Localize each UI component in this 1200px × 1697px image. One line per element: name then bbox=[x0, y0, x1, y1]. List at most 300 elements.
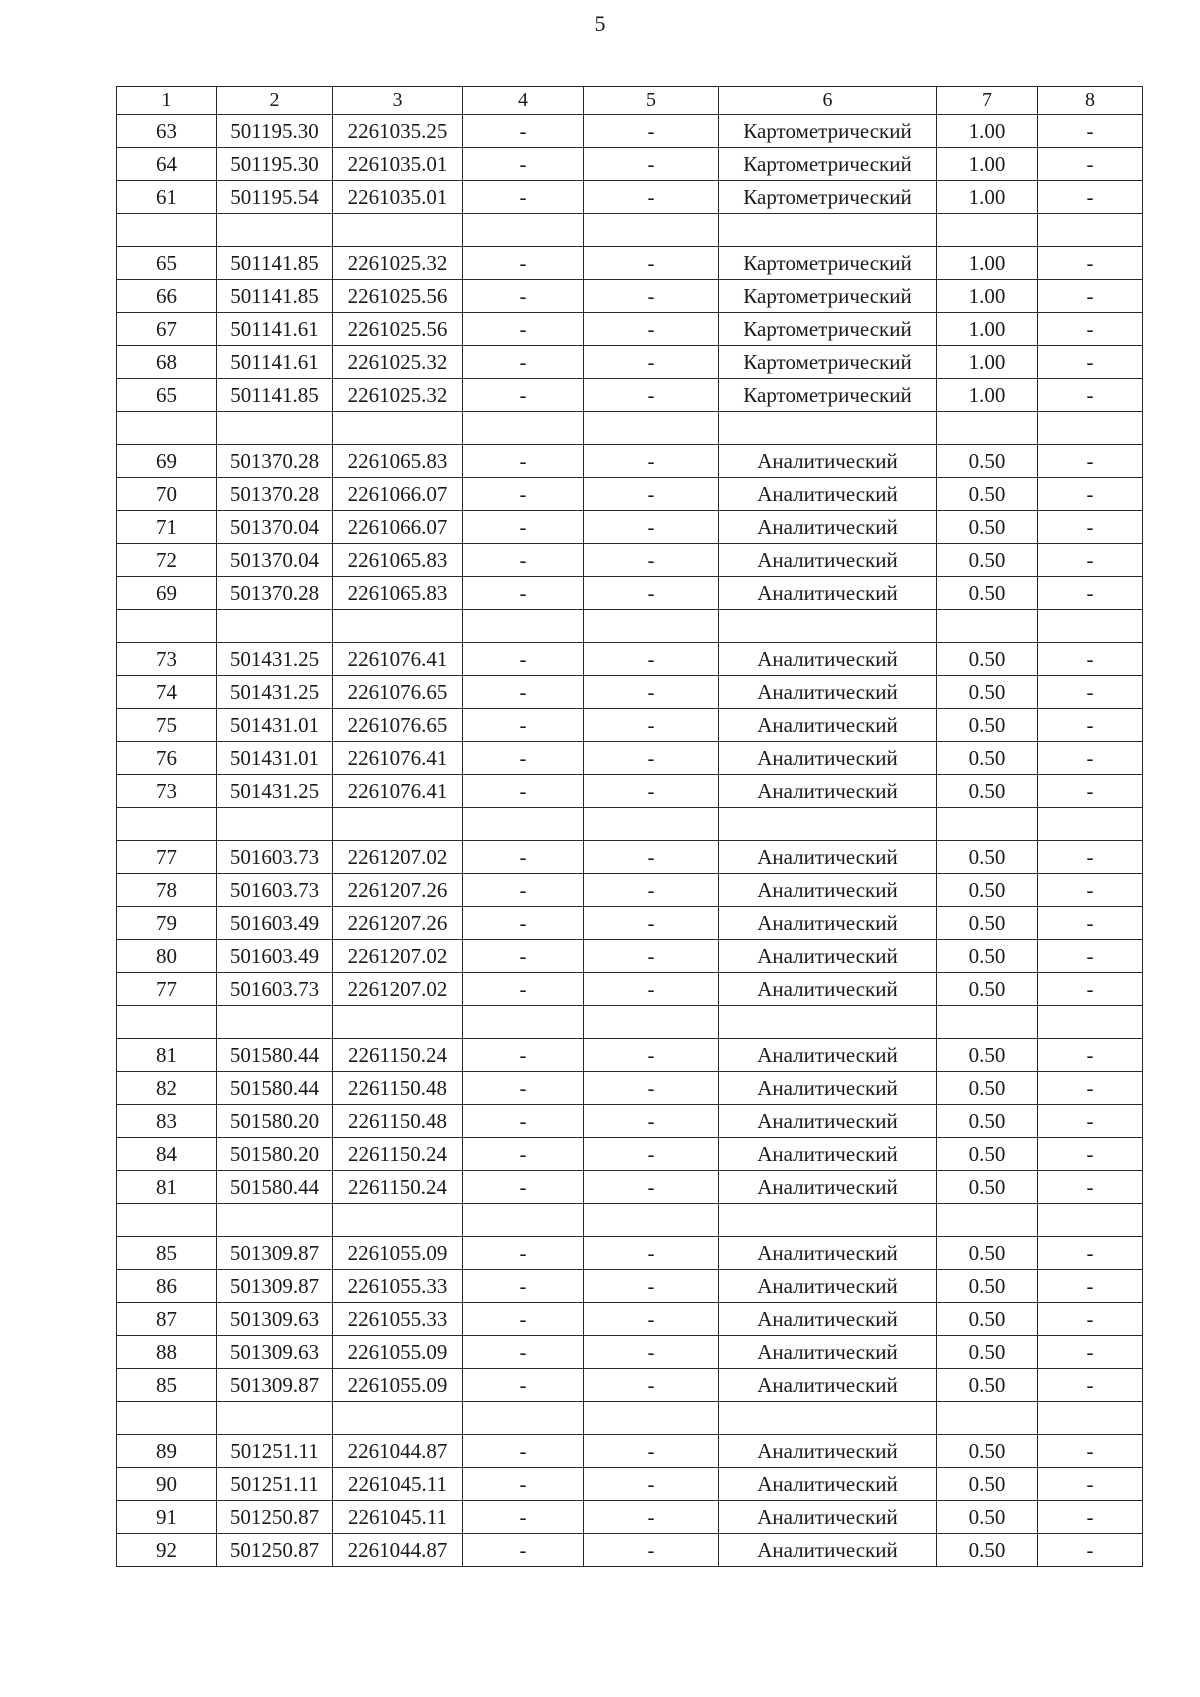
col8-cell: - bbox=[1038, 775, 1143, 808]
col8-cell: - bbox=[1038, 1039, 1143, 1072]
accuracy-cell bbox=[937, 1006, 1038, 1039]
col8-cell: - bbox=[1038, 181, 1143, 214]
col4-cell: - bbox=[463, 1039, 584, 1072]
col5-cell: - bbox=[584, 544, 719, 577]
accuracy-cell: 0.50 bbox=[937, 1039, 1038, 1072]
accuracy-cell: 0.50 bbox=[937, 1534, 1038, 1567]
col4-cell: - bbox=[463, 181, 584, 214]
point-number-cell: 81 bbox=[117, 1171, 217, 1204]
point-number-cell: 64 bbox=[117, 148, 217, 181]
y-coordinate-cell: 2261150.48 bbox=[333, 1072, 463, 1105]
table-row bbox=[117, 1270, 1143, 1303]
accuracy-cell bbox=[937, 808, 1038, 841]
table-row bbox=[117, 1336, 1143, 1369]
col4-cell bbox=[463, 214, 584, 247]
y-coordinate-cell: 2261066.07 bbox=[333, 511, 463, 544]
col8-cell bbox=[1038, 214, 1143, 247]
method-cell: Аналитический bbox=[719, 676, 937, 709]
y-coordinate-cell: 2261025.56 bbox=[333, 280, 463, 313]
table-row bbox=[117, 247, 1143, 280]
col8-cell: - bbox=[1038, 379, 1143, 412]
accuracy-cell: 1.00 bbox=[937, 148, 1038, 181]
accuracy-cell: 0.50 bbox=[937, 1237, 1038, 1270]
col4-cell: - bbox=[463, 346, 584, 379]
col8-cell: - bbox=[1038, 1171, 1143, 1204]
col5-cell: - bbox=[584, 742, 719, 775]
col5-cell bbox=[584, 1006, 719, 1039]
y-coordinate-cell: 2261207.02 bbox=[333, 841, 463, 874]
col4-cell: - bbox=[463, 841, 584, 874]
x-coordinate-cell bbox=[217, 1006, 333, 1039]
col5-cell bbox=[584, 1402, 719, 1435]
col5-cell: - bbox=[584, 445, 719, 478]
method-cell: Картометрический bbox=[719, 280, 937, 313]
table-row bbox=[117, 808, 1143, 841]
col5-cell: - bbox=[584, 1303, 719, 1336]
col4-cell: - bbox=[463, 1171, 584, 1204]
col8-cell: - bbox=[1038, 346, 1143, 379]
table-row bbox=[117, 1039, 1143, 1072]
col4-cell: - bbox=[463, 1468, 584, 1501]
col8-cell: - bbox=[1038, 742, 1143, 775]
col5-cell: - bbox=[584, 1336, 719, 1369]
col8-cell: - bbox=[1038, 1501, 1143, 1534]
col4-cell: - bbox=[463, 379, 584, 412]
col8-cell: - bbox=[1038, 940, 1143, 973]
col5-cell bbox=[584, 1204, 719, 1237]
accuracy-cell bbox=[937, 1402, 1038, 1435]
accuracy-cell: 0.50 bbox=[937, 643, 1038, 676]
col5-cell: - bbox=[584, 313, 719, 346]
point-number-cell: 68 bbox=[117, 346, 217, 379]
accuracy-cell: 0.50 bbox=[937, 1435, 1038, 1468]
col8-cell: - bbox=[1038, 1237, 1143, 1270]
point-number-cell: 65 bbox=[117, 247, 217, 280]
point-number-cell: 69 bbox=[117, 445, 217, 478]
col4-cell: - bbox=[463, 511, 584, 544]
x-coordinate-cell bbox=[217, 412, 333, 445]
accuracy-cell: 0.50 bbox=[937, 1171, 1038, 1204]
accuracy-cell: 1.00 bbox=[937, 346, 1038, 379]
method-cell: Аналитический bbox=[719, 445, 937, 478]
y-coordinate-cell: 2261065.83 bbox=[333, 445, 463, 478]
x-coordinate-cell: 501580.20 bbox=[217, 1105, 333, 1138]
point-number-cell: 80 bbox=[117, 940, 217, 973]
accuracy-cell bbox=[937, 214, 1038, 247]
method-cell: Аналитический bbox=[719, 874, 937, 907]
col8-cell: - bbox=[1038, 544, 1143, 577]
table-row bbox=[117, 1369, 1143, 1402]
method-cell: Аналитический bbox=[719, 1336, 937, 1369]
accuracy-cell: 0.50 bbox=[937, 1105, 1038, 1138]
table-header-row bbox=[117, 87, 1143, 115]
x-coordinate-cell bbox=[217, 808, 333, 841]
method-cell: Аналитический bbox=[719, 1501, 937, 1534]
col5-cell bbox=[584, 214, 719, 247]
col5-cell: - bbox=[584, 148, 719, 181]
method-cell: Аналитический bbox=[719, 907, 937, 940]
y-coordinate-cell: 2261150.24 bbox=[333, 1039, 463, 1072]
table-row bbox=[117, 1501, 1143, 1534]
col8-cell: - bbox=[1038, 1369, 1143, 1402]
method-cell: Аналитический bbox=[719, 775, 937, 808]
x-coordinate-cell: 501431.25 bbox=[217, 775, 333, 808]
method-cell: Аналитический bbox=[719, 841, 937, 874]
page-number: 5 bbox=[594, 11, 606, 36]
col8-cell: - bbox=[1038, 1270, 1143, 1303]
col8-cell: - bbox=[1038, 709, 1143, 742]
col4-cell: - bbox=[463, 1303, 584, 1336]
method-cell: Аналитический bbox=[719, 577, 937, 610]
y-coordinate-cell: 2261207.26 bbox=[333, 874, 463, 907]
col5-cell bbox=[584, 610, 719, 643]
col8-cell: - bbox=[1038, 148, 1143, 181]
point-number-cell: 78 bbox=[117, 874, 217, 907]
col8-cell: - bbox=[1038, 676, 1143, 709]
y-coordinate-cell: 2261055.09 bbox=[333, 1336, 463, 1369]
point-number-cell: 67 bbox=[117, 313, 217, 346]
table-row bbox=[117, 214, 1143, 247]
table-row bbox=[117, 148, 1143, 181]
col8-cell: - bbox=[1038, 280, 1143, 313]
col5-cell bbox=[584, 412, 719, 445]
x-coordinate-cell: 501251.11 bbox=[217, 1468, 333, 1501]
accuracy-cell: 0.50 bbox=[937, 577, 1038, 610]
col4-cell: - bbox=[463, 313, 584, 346]
y-coordinate-cell: 2261076.65 bbox=[333, 676, 463, 709]
method-cell bbox=[719, 412, 937, 445]
x-coordinate-cell: 501195.54 bbox=[217, 181, 333, 214]
x-coordinate-cell: 501370.04 bbox=[217, 511, 333, 544]
y-coordinate-cell bbox=[333, 1402, 463, 1435]
accuracy-cell: 0.50 bbox=[937, 1072, 1038, 1105]
method-cell: Аналитический bbox=[719, 643, 937, 676]
point-number-cell: 91 bbox=[117, 1501, 217, 1534]
col4-cell bbox=[463, 1402, 584, 1435]
y-coordinate-cell bbox=[333, 412, 463, 445]
accuracy-cell: 1.00 bbox=[937, 280, 1038, 313]
y-coordinate-cell: 2261076.65 bbox=[333, 709, 463, 742]
y-coordinate-cell: 2261066.07 bbox=[333, 478, 463, 511]
x-coordinate-cell: 501195.30 bbox=[217, 148, 333, 181]
accuracy-cell: 0.50 bbox=[937, 478, 1038, 511]
accuracy-cell bbox=[937, 610, 1038, 643]
col8-cell bbox=[1038, 808, 1143, 841]
point-number-cell: 84 bbox=[117, 1138, 217, 1171]
col8-cell: - bbox=[1038, 511, 1143, 544]
method-cell bbox=[719, 610, 937, 643]
col5-cell: - bbox=[584, 1039, 719, 1072]
col8-cell: - bbox=[1038, 1336, 1143, 1369]
accuracy-cell: 0.50 bbox=[937, 676, 1038, 709]
method-cell bbox=[719, 214, 937, 247]
x-coordinate-cell: 501370.04 bbox=[217, 544, 333, 577]
col5-cell: - bbox=[584, 478, 719, 511]
y-coordinate-cell bbox=[333, 1006, 463, 1039]
col5-cell: - bbox=[584, 1435, 719, 1468]
col4-cell: - bbox=[463, 1336, 584, 1369]
method-cell: Аналитический bbox=[719, 742, 937, 775]
x-coordinate-cell: 501370.28 bbox=[217, 478, 333, 511]
col8-cell: - bbox=[1038, 478, 1143, 511]
y-coordinate-cell bbox=[333, 808, 463, 841]
accuracy-cell: 1.00 bbox=[937, 115, 1038, 148]
accuracy-cell: 1.00 bbox=[937, 247, 1038, 280]
column-header: 4 bbox=[463, 87, 584, 115]
column-header: 3 bbox=[333, 87, 463, 115]
y-coordinate-cell: 2261207.02 bbox=[333, 940, 463, 973]
col4-cell: - bbox=[463, 478, 584, 511]
method-cell: Картометрический bbox=[719, 181, 937, 214]
method-cell: Аналитический bbox=[719, 1105, 937, 1138]
accuracy-cell: 0.50 bbox=[937, 775, 1038, 808]
method-cell: Картометрический bbox=[719, 379, 937, 412]
x-coordinate-cell: 501250.87 bbox=[217, 1501, 333, 1534]
method-cell: Аналитический bbox=[719, 1237, 937, 1270]
table-row bbox=[117, 313, 1143, 346]
x-coordinate-cell: 501141.85 bbox=[217, 247, 333, 280]
x-coordinate-cell bbox=[217, 214, 333, 247]
table-row bbox=[117, 1435, 1143, 1468]
point-number-cell: 75 bbox=[117, 709, 217, 742]
point-number-cell: 85 bbox=[117, 1369, 217, 1402]
y-coordinate-cell: 2261025.32 bbox=[333, 379, 463, 412]
method-cell: Аналитический bbox=[719, 1072, 937, 1105]
col4-cell: - bbox=[463, 1501, 584, 1534]
table-row bbox=[117, 841, 1143, 874]
col5-cell: - bbox=[584, 1501, 719, 1534]
col4-cell: - bbox=[463, 1237, 584, 1270]
col4-cell: - bbox=[463, 676, 584, 709]
x-coordinate-cell: 501603.49 bbox=[217, 907, 333, 940]
col8-cell: - bbox=[1038, 115, 1143, 148]
point-number-cell: 63 bbox=[117, 115, 217, 148]
table-row bbox=[117, 742, 1143, 775]
method-cell: Картометрический bbox=[719, 148, 937, 181]
col4-cell bbox=[463, 412, 584, 445]
col8-cell bbox=[1038, 610, 1143, 643]
x-coordinate-cell: 501431.25 bbox=[217, 643, 333, 676]
col8-cell: - bbox=[1038, 577, 1143, 610]
x-coordinate-cell: 501309.63 bbox=[217, 1336, 333, 1369]
accuracy-cell bbox=[937, 1204, 1038, 1237]
method-cell bbox=[719, 808, 937, 841]
method-cell: Аналитический bbox=[719, 940, 937, 973]
col4-cell: - bbox=[463, 1534, 584, 1567]
point-number-cell: 73 bbox=[117, 775, 217, 808]
point-number-cell: 81 bbox=[117, 1039, 217, 1072]
col5-cell: - bbox=[584, 511, 719, 544]
point-number-cell: 74 bbox=[117, 676, 217, 709]
method-cell: Аналитический bbox=[719, 1435, 937, 1468]
x-coordinate-cell: 501431.25 bbox=[217, 676, 333, 709]
method-cell bbox=[719, 1006, 937, 1039]
column-header: 7 bbox=[937, 87, 1038, 115]
col5-cell: - bbox=[584, 1171, 719, 1204]
col4-cell: - bbox=[463, 115, 584, 148]
col4-cell: - bbox=[463, 940, 584, 973]
method-cell: Картометрический bbox=[719, 313, 937, 346]
point-number-cell: 70 bbox=[117, 478, 217, 511]
method-cell: Аналитический bbox=[719, 1171, 937, 1204]
table-row bbox=[117, 709, 1143, 742]
point-number-cell: 77 bbox=[117, 841, 217, 874]
col8-cell: - bbox=[1038, 445, 1143, 478]
column-header: 8 bbox=[1038, 87, 1143, 115]
col4-cell: - bbox=[463, 742, 584, 775]
table-row bbox=[117, 478, 1143, 511]
x-coordinate-cell: 501309.63 bbox=[217, 1303, 333, 1336]
accuracy-cell: 1.00 bbox=[937, 181, 1038, 214]
method-cell: Аналитический bbox=[719, 478, 937, 511]
x-coordinate-cell: 501141.85 bbox=[217, 379, 333, 412]
y-coordinate-cell: 2261045.11 bbox=[333, 1468, 463, 1501]
point-number-cell: 90 bbox=[117, 1468, 217, 1501]
y-coordinate-cell bbox=[333, 214, 463, 247]
method-cell: Аналитический bbox=[719, 1369, 937, 1402]
col5-cell: - bbox=[584, 841, 719, 874]
col5-cell: - bbox=[584, 1237, 719, 1270]
col4-cell: - bbox=[463, 1072, 584, 1105]
col4-cell: - bbox=[463, 247, 584, 280]
y-coordinate-cell: 2261076.41 bbox=[333, 775, 463, 808]
y-coordinate-cell: 2261044.87 bbox=[333, 1435, 463, 1468]
table-row bbox=[117, 940, 1143, 973]
col5-cell: - bbox=[584, 709, 719, 742]
table-row bbox=[117, 1402, 1143, 1435]
y-coordinate-cell: 2261055.09 bbox=[333, 1369, 463, 1402]
accuracy-cell: 0.50 bbox=[937, 544, 1038, 577]
y-coordinate-cell: 2261044.87 bbox=[333, 1534, 463, 1567]
point-number-cell: 85 bbox=[117, 1237, 217, 1270]
col8-cell: - bbox=[1038, 1072, 1143, 1105]
accuracy-cell: 0.50 bbox=[937, 841, 1038, 874]
col8-cell: - bbox=[1038, 841, 1143, 874]
method-cell bbox=[719, 1402, 937, 1435]
table-row bbox=[117, 280, 1143, 313]
x-coordinate-cell: 501195.30 bbox=[217, 115, 333, 148]
table-row bbox=[117, 1138, 1143, 1171]
y-coordinate-cell: 2261055.09 bbox=[333, 1237, 463, 1270]
col8-cell: - bbox=[1038, 1303, 1143, 1336]
y-coordinate-cell: 2261025.32 bbox=[333, 346, 463, 379]
y-coordinate-cell: 2261065.83 bbox=[333, 577, 463, 610]
table-row bbox=[117, 1006, 1143, 1039]
x-coordinate-cell: 501580.44 bbox=[217, 1171, 333, 1204]
point-number-cell bbox=[117, 412, 217, 445]
point-number-cell bbox=[117, 610, 217, 643]
accuracy-cell: 0.50 bbox=[937, 1270, 1038, 1303]
point-number-cell: 69 bbox=[117, 577, 217, 610]
x-coordinate-cell: 501370.28 bbox=[217, 577, 333, 610]
x-coordinate-cell: 501603.73 bbox=[217, 973, 333, 1006]
col5-cell: - bbox=[584, 676, 719, 709]
col4-cell: - bbox=[463, 280, 584, 313]
table-row bbox=[117, 1204, 1143, 1237]
point-number-cell: 71 bbox=[117, 511, 217, 544]
col5-cell: - bbox=[584, 577, 719, 610]
col4-cell: - bbox=[463, 445, 584, 478]
col4-cell: - bbox=[463, 709, 584, 742]
x-coordinate-cell: 501250.87 bbox=[217, 1534, 333, 1567]
col4-cell bbox=[463, 1006, 584, 1039]
col5-cell: - bbox=[584, 247, 719, 280]
y-coordinate-cell: 2261076.41 bbox=[333, 742, 463, 775]
accuracy-cell: 0.50 bbox=[937, 742, 1038, 775]
col8-cell: - bbox=[1038, 1138, 1143, 1171]
col4-cell: - bbox=[463, 1435, 584, 1468]
col5-cell: - bbox=[584, 1270, 719, 1303]
point-number-cell bbox=[117, 808, 217, 841]
col8-cell: - bbox=[1038, 247, 1143, 280]
x-coordinate-cell: 501580.44 bbox=[217, 1039, 333, 1072]
method-cell: Аналитический bbox=[719, 1303, 937, 1336]
column-header: 6 bbox=[719, 87, 937, 115]
col8-cell bbox=[1038, 412, 1143, 445]
accuracy-cell: 1.00 bbox=[937, 313, 1038, 346]
x-coordinate-cell: 501580.20 bbox=[217, 1138, 333, 1171]
table-row bbox=[117, 1468, 1143, 1501]
y-coordinate-cell: 2261207.02 bbox=[333, 973, 463, 1006]
col5-cell: - bbox=[584, 1072, 719, 1105]
method-cell: Картометрический bbox=[719, 115, 937, 148]
method-cell bbox=[719, 1204, 937, 1237]
col8-cell bbox=[1038, 1402, 1143, 1435]
x-coordinate-cell bbox=[217, 610, 333, 643]
y-coordinate-cell bbox=[333, 610, 463, 643]
table-row bbox=[117, 643, 1143, 676]
method-cell: Аналитический bbox=[719, 1468, 937, 1501]
x-coordinate-cell: 501431.01 bbox=[217, 742, 333, 775]
accuracy-cell: 0.50 bbox=[937, 907, 1038, 940]
col5-cell: - bbox=[584, 907, 719, 940]
method-cell: Картометрический bbox=[719, 247, 937, 280]
point-number-cell: 77 bbox=[117, 973, 217, 1006]
point-number-cell: 83 bbox=[117, 1105, 217, 1138]
table-row bbox=[117, 676, 1143, 709]
col4-cell: - bbox=[463, 1138, 584, 1171]
col4-cell: - bbox=[463, 1105, 584, 1138]
col4-cell: - bbox=[463, 544, 584, 577]
point-number-cell: 86 bbox=[117, 1270, 217, 1303]
accuracy-cell: 0.50 bbox=[937, 1369, 1038, 1402]
table-row bbox=[117, 346, 1143, 379]
y-coordinate-cell bbox=[333, 1204, 463, 1237]
point-number-cell: 89 bbox=[117, 1435, 217, 1468]
accuracy-cell: 0.50 bbox=[937, 1501, 1038, 1534]
col4-cell bbox=[463, 808, 584, 841]
col8-cell: - bbox=[1038, 643, 1143, 676]
column-header: 1 bbox=[117, 87, 217, 115]
accuracy-cell: 0.50 bbox=[937, 874, 1038, 907]
table-row bbox=[117, 115, 1143, 148]
col8-cell: - bbox=[1038, 1534, 1143, 1567]
accuracy-cell: 0.50 bbox=[937, 1336, 1038, 1369]
table-row bbox=[117, 874, 1143, 907]
col8-cell: - bbox=[1038, 907, 1143, 940]
col8-cell bbox=[1038, 1006, 1143, 1039]
table-row bbox=[117, 973, 1143, 1006]
x-coordinate-cell: 501431.01 bbox=[217, 709, 333, 742]
x-coordinate-cell bbox=[217, 1402, 333, 1435]
table-row bbox=[117, 544, 1143, 577]
col5-cell: - bbox=[584, 181, 719, 214]
x-coordinate-cell: 501309.87 bbox=[217, 1237, 333, 1270]
method-cell: Аналитический bbox=[719, 709, 937, 742]
col4-cell: - bbox=[463, 577, 584, 610]
table-row bbox=[117, 379, 1143, 412]
table-row bbox=[117, 1105, 1143, 1138]
